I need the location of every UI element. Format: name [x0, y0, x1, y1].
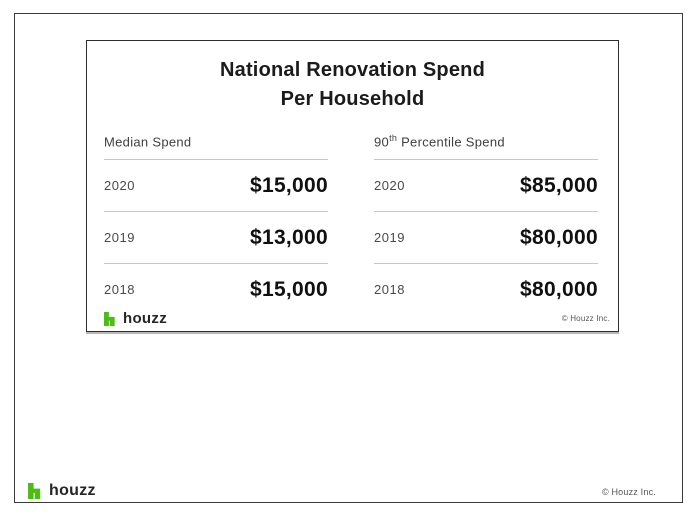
header-text: 90 — [374, 134, 390, 150]
spend-value: $85,000 — [519, 173, 598, 197]
year-label: 2018 — [374, 282, 405, 298]
spend-value: $15,000 — [249, 277, 328, 301]
median-spend-header — [104, 133, 328, 160]
houzz-wordmark: houzz — [123, 310, 167, 327]
table-row — [374, 160, 598, 212]
card-title-line1: National Renovation Spend — [219, 59, 486, 81]
spend-value: $80,000 — [519, 225, 598, 249]
spend-value: $15,000 — [249, 173, 328, 197]
card-title-line2: Per Household — [280, 88, 425, 110]
table-row — [104, 160, 328, 212]
houzz-h-icon — [28, 483, 44, 499]
page-copyright: © Houzz Inc. — [601, 487, 656, 497]
card-copyright: © Houzz Inc. — [561, 314, 610, 323]
year-label: 2020 — [104, 178, 135, 194]
table-row — [374, 212, 598, 264]
card-title — [87, 56, 618, 114]
renovation-spend-card — [86, 40, 619, 332]
houzz-logo — [28, 482, 96, 500]
year-label: 2019 — [104, 230, 135, 246]
year-label: 2018 — [104, 282, 135, 298]
year-label: 2019 — [374, 230, 405, 246]
table-row — [104, 212, 328, 264]
houzz-h-icon — [104, 312, 118, 326]
houzz-logo — [104, 310, 167, 327]
table-row — [374, 264, 598, 315]
houzz-wordmark: houzz — [49, 482, 96, 499]
percentile-spend-header — [374, 133, 598, 160]
header-superscript: th — [389, 133, 398, 143]
header-text: Median Spend — [104, 134, 192, 150]
spend-value: $13,000 — [249, 225, 328, 249]
card-footer — [104, 310, 610, 327]
median-spend-column — [104, 133, 328, 315]
spend-columns — [87, 133, 618, 315]
table-row — [104, 264, 328, 315]
year-label: 2020 — [374, 178, 405, 194]
header-text-end: Percentile Spend — [397, 134, 505, 150]
percentile-spend-column — [374, 133, 598, 315]
spend-value: $80,000 — [519, 277, 598, 301]
